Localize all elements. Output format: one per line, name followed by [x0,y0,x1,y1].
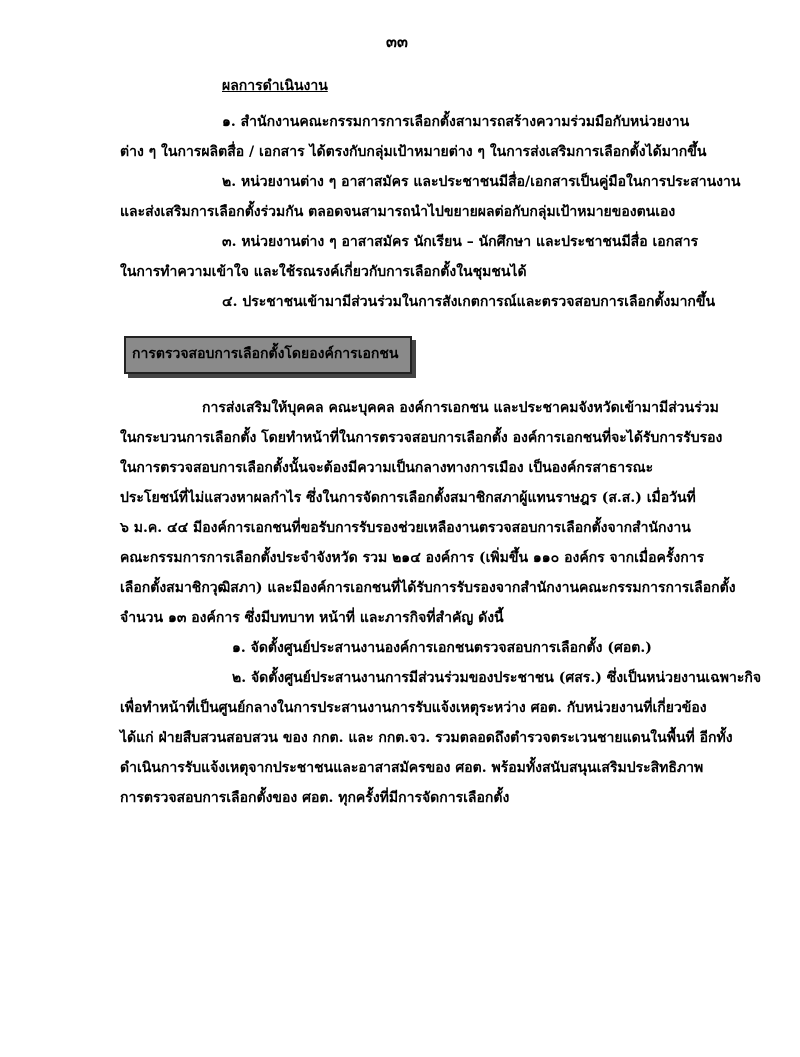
results-heading: ผลการดำเนินงาน [222,78,328,94]
body-list-item-2-cont: เพื่อทำหน้าที่เป็นศูนย์กลางในการประสานงานการรับแจ้งเหตุระหว่าง ศอต. กับหน่วยงานที่เกี่ยวข้อง [120,700,707,716]
body-paragraph-line: เลือกตั้งสมาชิกวุฒิสภา) และมีองค์การเอกชนที่ได้รับการรับรองจากสำนักงานคณะกรรมการการเลือกตั้ง [120,580,736,596]
body-paragraph-line: ๖ ม.ค. ๔๔ มีองค์การเอกชนที่ขอรับการรับรองช่วยเหลืองานตรวจสอบการเลือกตั้งจากสำนักงาน [120,520,691,536]
body-paragraph-line: ในการตรวจสอบการเลือกตั้งนั้นจะต้องมีความเป็นกลางทางการเมือง เป็นองค์กรสาธารณะ [120,460,654,476]
body-list-item-1: ๑. จัดตั้งศูนย์ประสานงานองค์การเอกชนตรวจสอบการเลือกตั้ง (ศอต.) [232,640,652,656]
body-paragraph-line: จำนวน ๑๓ องค์การ ซึ่งมีบทบาท หน้าที่ และภารกิจที่สำคัญ ดังนี้ [120,610,504,626]
results-item-2-cont: และส่งเสริมการเลือกตั้งร่วมกัน ตลอดจนสามารถนำไปขยายผลต่อกับกลุ่มเป้าหมายของตนเอง [120,204,676,220]
body-paragraph-line: คณะกรรมการการเลือกตั้งประจำจังหวัด รวม ๒๑๔ องค์การ (เพิ่มขึ้น ๑๑๐ องค์กร จากเมื่อครั้งการ [120,550,705,566]
body-paragraph-line: ในกระบวนการเลือกตั้ง โดยทำหน้าที่ในการตรวจสอบการเลือกตั้ง องค์การเอกชนที่จะได้รับการรับรอง [120,430,723,446]
page-number: ๓๓ [386,32,408,51]
results-item-2: ๒. หน่วยงานต่าง ๆ อาสาสมัคร และประชาชนมีสื่อ/เอกสารเป็นคู่มือในการประสานงาน [222,174,741,190]
results-item-1: ๑. สำนักงานคณะกรรมการการเลือกตั้งสามารถสร้างความร่วมมือกับหน่วยงาน [222,114,690,130]
results-item-4: ๔. ประชาชนเข้ามามีส่วนร่วมในการสังเกตการณ์และตรวจสอบการเลือกตั้งมากขึ้น [222,294,716,310]
results-item-1-cont: ต่าง ๆ ในการผลิตสื่อ / เอกสาร ได้ตรงกับกลุ่มเป้าหมายต่าง ๆ ในการส่งเสริมการเลือกตั้งได้มากขึ้น [120,144,707,160]
body-list-item-2-cont: ได้แก่ ฝ่ายสืบสวนสอบสวน ของ กกต. และ กกต.จว. รวมตลอดถึงตำรวจตระเวนชายแดนในพื้นที่ อีกทั้ง [120,730,733,746]
body-list-item-2-cont: ดำเนินการรับแจ้งเหตุจากประชาชนและอาสาสมัครของ ศอต. พร้อมทั้งสนับสนุนเสริมประสิทธิภาพ [120,760,704,776]
body-list-item-2-cont: การตรวจสอบการเลือกตั้งของ ศอต. ทุกครั้งที่มีการจัดการเลือกตั้ง [120,790,510,806]
results-item-3: ๓. หน่วยงานต่าง ๆ อาสาสมัคร นักเรียน – นักศึกษา และประชาชนมีสื่อ เอกสาร [222,234,699,250]
body-list-item-2: ๒. จัดตั้งศูนย์ประสานงานการมีส่วนร่วมของประชาชน (ศสร.) ซึ่งเป็นหน่วยงานเฉพาะกิจ [232,670,762,686]
section-banner-title: การตรวจสอบการเลือกตั้งโดยองค์การเอกชน [132,346,399,362]
section-banner [124,336,412,374]
body-paragraph-line: ประโยชน์ที่ไม่แสวงหาผลกำไร ซึ่งในการจัดการเลือกตั้งสมาชิกสภาผู้แทนราษฎร (ส.ส.) เมื่อวันที่ [120,490,696,506]
body-paragraph-line: การส่งเสริมให้บุคคล คณะบุคคล องค์การเอกชน และประชาคมจังหวัดเข้ามามีส่วนร่วม [202,400,719,416]
results-item-3-cont: ในการทำความเข้าใจ และใช้รณรงค์เกี่ยวกับการเลือกตั้งในชุมชนได้ [120,264,527,280]
